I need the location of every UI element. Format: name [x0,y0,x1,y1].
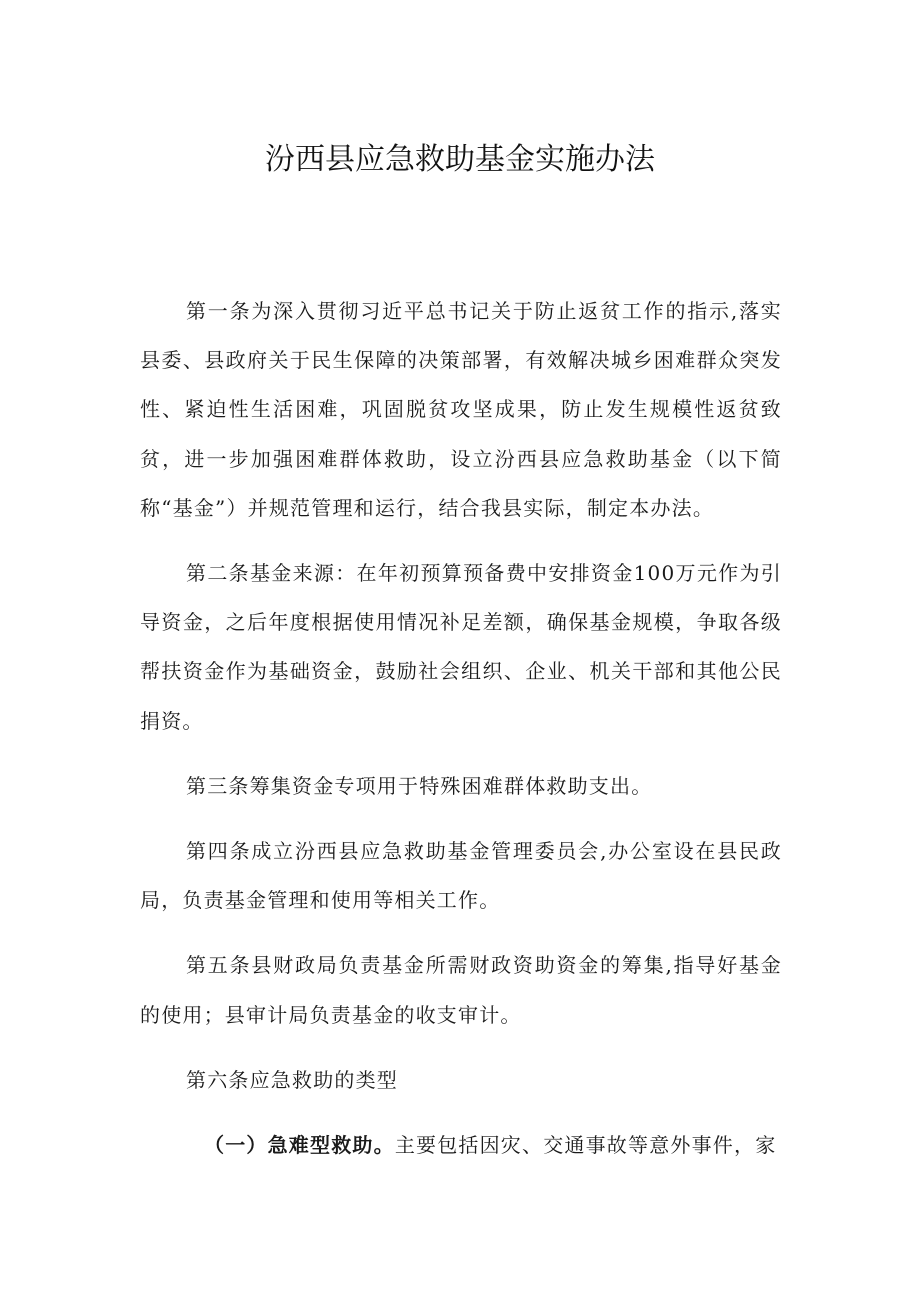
article-5-paragraph: 第五条县财政局负责基金所需财政资助资金的筹集,指导好基金的使用；县审计局负责基金的收支审计。 [140,953,782,1027]
article-1-paragraph: 第一条为深入贯彻习近平总书记关于防止返贫工作的指示,落实县委、县政府关于民生保障的决策部署，有效解决城乡困难群众突发性、紧迫性生活困难，巩固脱贫攻坚成果，防止发生规模性返贫致贫，进一步加强困难群体救助，设立汾西县应急救助基金（以下简称“基金”）并规范管理和运行，结合我县实际，制定本办法。 [140,299,782,520]
document-body [140,287,782,1170]
document-title: 汾西县应急救助基金实施办法 [265,142,655,177]
sub-item-lead: （一）急难型救助。 [204,1133,395,1158]
sub-item-text: 主要包括因灾、交通事故等意外事件，家 [394,1133,777,1158]
article-2-paragraph: 第二条基金来源：在年初预算预备费中安排资金100万元作为引导资金，之后年度根据使用情况补足差额，确保基金规模，争取各级帮扶资金作为基础资金，鼓励社会组织、企业、机关干部和其他公民捐资。 [140,561,782,733]
sub-item-emergency-relief [140,1121,782,1170]
article-3-paragraph: 第三条筹集资金专项用于特殊困难群体救助支出。 [186,773,653,798]
article-4-paragraph: 第四条成立汾西县应急救助基金管理委员会,办公室设在县民政局，负责基金管理和使用等相关工作。 [140,839,782,913]
article-6-heading: 第六条应急救助的类型 [186,1067,398,1092]
